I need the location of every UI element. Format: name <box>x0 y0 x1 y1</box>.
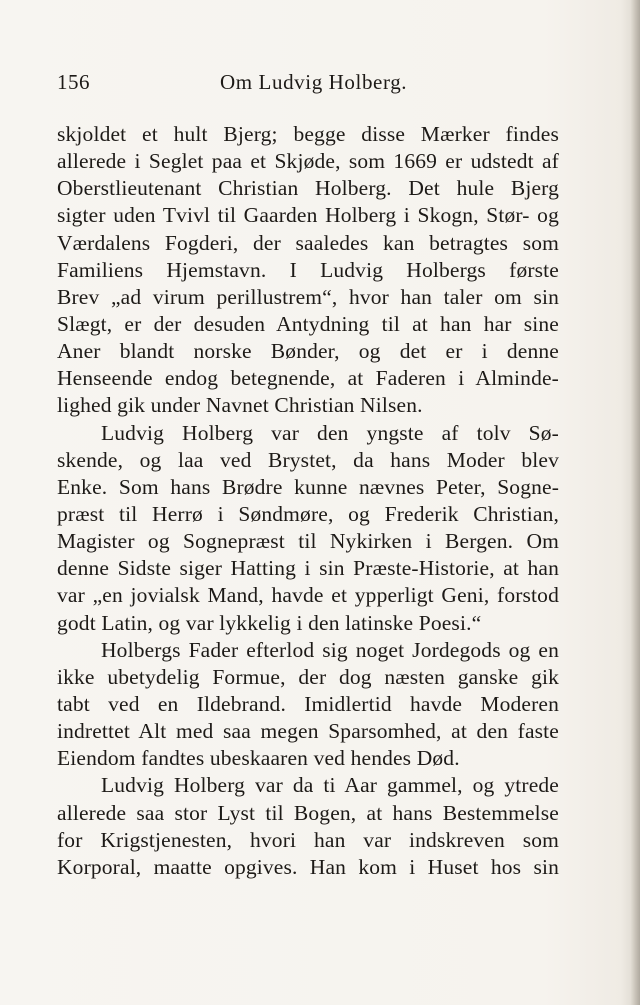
text-line: Henseende endog betegnende, at Faderen i Alminde- <box>57 366 559 391</box>
text-line: Korporal, maatte opgives. Han kom i Huset hos sin <box>57 854 559 879</box>
text-line: Familiens Hjemstavn. I Ludvig Holbergs første <box>57 257 559 282</box>
text-line: for Krigstjenesten, hvori han var indskreven som <box>57 827 559 852</box>
paragraph-end-line: godt Latin, og var lykkelig i den latinske Poesi.“ <box>57 610 482 635</box>
text-line: denne Sidste siger Hatting i sin Præste-Historie, at han <box>57 556 559 581</box>
text-line: indrettet Alt med saa megen Sparsomhed, at den faste <box>57 719 559 744</box>
paragraph-start-line: Ludvig Holberg var den yngste af tolv Sø- <box>101 420 559 445</box>
page-header <box>57 70 557 100</box>
text-line: skende, og laa ved Brystet, da hans Moder blev <box>57 447 559 472</box>
text-line: præst til Herrø i Søndmøre, og Frederik Christian, <box>57 501 559 526</box>
text-line: tabt ved en Ildebrand. Imidlertid havde Moderen <box>57 691 559 716</box>
text-line: allerede i Seglet paa et Skjøde, som 1669 er udstedt af <box>57 149 559 174</box>
page-number: 156 <box>57 70 90 94</box>
text-line: Magister og Sognepræst til Nykirken i Bergen. Om <box>57 529 559 554</box>
text-line: Oberstlieutenant Christian Holberg. Det hule Bjerg <box>57 176 559 201</box>
text-line: skjoldet et hult Bjerg; begge disse Mærker findes <box>57 122 559 146</box>
paragraph-end-line: Eiendom fandtes ubeskaaren ved hendes Død. <box>57 746 460 771</box>
text-line: Slægt, er der desuden Antydning til at han har sine <box>57 311 559 336</box>
text-line: var „en jovialsk Mand, havde et ypperligt Geni, forstod <box>57 583 559 608</box>
text-line: ikke ubetydelig Formue, der dog næsten ganske gik <box>57 664 559 689</box>
paragraph-start-line: Ludvig Holberg var da ti Aar gammel, og ytrede <box>101 773 559 798</box>
body-text <box>57 121 559 881</box>
paragraph-start-line: Holbergs Fader efterlod sig noget Jordegods og en <box>101 637 559 662</box>
running-title: Om Ludvig Holberg. <box>220 70 408 94</box>
page-edge-shadow <box>630 0 640 1005</box>
paragraph-end-line: lighed gik under Navnet Christian Nilsen. <box>57 393 423 418</box>
text-line: allerede saa stor Lyst til Bogen, at hans Bestemmelse <box>57 800 559 825</box>
text-line: Brev „ad virum perillustrem“, hvor han taler om sin <box>57 284 559 309</box>
text-line: Værdalens Fogderi, der saaledes kan betragtes som <box>57 230 559 255</box>
text-line: sigter uden Tvivl til Gaarden Holberg i Skogn, Stør- og <box>57 203 559 228</box>
text-line: Aner blandt norske Bønder, og det er i denne <box>57 339 559 364</box>
text-line: Enke. Som hans Brødre kunne nævnes Peter, Sogne- <box>57 474 559 499</box>
